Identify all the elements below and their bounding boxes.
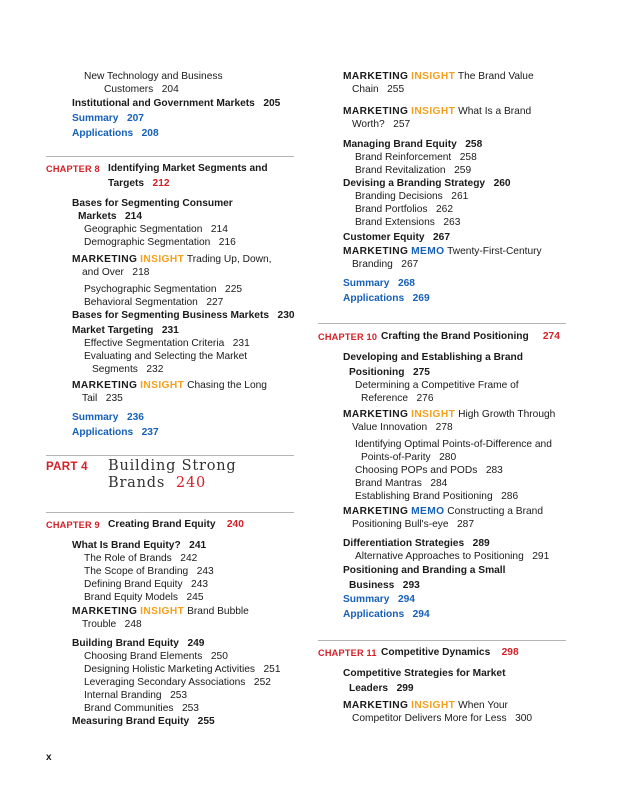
chapter-page: 274: [542, 331, 560, 342]
marketing-insight-box[interactable]: MARKETING INSIGHT Trading Up, Down, and Over 218: [72, 254, 272, 278]
chapter-title: Identifying Market Segments and: [108, 163, 268, 174]
chapter-page: 240: [226, 519, 244, 530]
chapter-label: CHAPTER 11: [318, 648, 377, 658]
toc-entry[interactable]: Evaluating and Selecting the Market: [84, 351, 248, 362]
insight-label: INSIGHT: [140, 380, 185, 391]
chapter-heading[interactable]: [318, 646, 566, 661]
chapter-heading[interactable]: [318, 330, 566, 345]
marketing-label: MARKETING: [72, 606, 138, 617]
toc-entry[interactable]: Psychographic Segmentation 225: [84, 284, 243, 295]
toc-entry[interactable]: Brand Reinforcement 258: [355, 152, 477, 163]
marketing-insight-box[interactable]: MARKETING INSIGHT Brand Bubble Trouble 248: [72, 606, 249, 630]
chapter-title: Crafting the Brand Positioning: [381, 331, 529, 342]
toc-entry[interactable]: Building Brand Equity 249: [72, 638, 205, 649]
toc-entry[interactable]: Business 293: [349, 580, 420, 591]
toc-entry[interactable]: Effective Segmentation Criteria 231: [84, 338, 250, 349]
page-number: x: [46, 752, 52, 763]
insight-label: INSIGHT: [140, 254, 185, 265]
marketing-insight-box[interactable]: MARKETING INSIGHT When Your Competitor Delivers More for Less 300: [343, 700, 533, 724]
toc-chapter9-cont-entries: [318, 138, 566, 244]
toc-entry[interactable]: Brand Communities 253: [84, 703, 199, 714]
toc-entry[interactable]: Bases for Segmenting Consumer: [72, 198, 233, 209]
toc-entry[interactable]: Brand Portfolios 262: [355, 204, 453, 215]
part-page: 240: [175, 475, 206, 491]
insight-label: INSIGHT: [411, 700, 456, 711]
chapter-title: Creating Brand Equity: [108, 519, 216, 530]
toc-entry[interactable]: Leveraging Secondary Associations 252: [84, 677, 271, 688]
divider: [318, 323, 566, 324]
toc-entry[interactable]: Choosing Brand Elements 250: [84, 651, 228, 662]
toc-entry[interactable]: New Technology and Business: [84, 71, 223, 82]
chapter-label: CHAPTER 10: [318, 332, 378, 342]
insight-label: INSIGHT: [411, 71, 456, 82]
toc-entry[interactable]: Developing and Establishing a Brand: [343, 352, 524, 363]
marketing-label: MARKETING: [72, 380, 138, 391]
divider: [46, 455, 294, 456]
toc-entry[interactable]: Differentiation Strategies 289: [343, 538, 490, 549]
chapter-heading[interactable]: [46, 518, 294, 533]
toc-entry[interactable]: Devising a Branding Strategy 260: [343, 178, 511, 189]
toc-entry[interactable]: Choosing POPs and PODs 283: [355, 465, 503, 476]
toc-entry[interactable]: Brand Revitalization 259: [355, 165, 472, 176]
memo-label: MEMO: [411, 506, 445, 517]
toc-entry[interactable]: Market Targeting 231: [72, 325, 179, 336]
toc-chapter9-entries: [46, 539, 294, 604]
divider: [46, 512, 294, 513]
marketing-insight-box[interactable]: MARKETING INSIGHT High Growth Through Value Innovation 278: [343, 409, 556, 433]
marketing-label: MARKETING: [343, 246, 409, 257]
toc-applications[interactable]: Applications 269: [343, 293, 430, 304]
toc-summary[interactable]: Summary 268: [343, 278, 415, 289]
toc-entry[interactable]: What Is Brand Equity? 241: [72, 540, 207, 551]
part-title: Brands: [108, 475, 166, 491]
chapter-label: CHAPTER 8: [46, 164, 100, 174]
marketing-insight-box[interactable]: MARKETING INSIGHT What Is a Brand Worth? 257: [343, 106, 532, 130]
toc-entry[interactable]: Institutional and Government Markets 205: [72, 98, 281, 109]
toc-entry[interactable]: Brand Mantras 284: [355, 478, 448, 489]
toc-entry[interactable]: Customer Equity 267: [343, 232, 451, 243]
marketing-label: MARKETING: [343, 71, 409, 82]
divider: [318, 640, 566, 641]
toc-entry[interactable]: Alternative Approaches to Positioning 291: [355, 551, 550, 562]
toc-chapter11-entries: [318, 667, 566, 695]
insight-label: INSIGHT: [411, 409, 456, 420]
toc-chapter10-entries-3: [318, 537, 566, 621]
part-label: PART 4: [46, 461, 88, 473]
marketing-label: MARKETING: [343, 700, 409, 711]
toc-chapter8-entries: [46, 197, 294, 249]
marketing-memo-box[interactable]: MARKETING MEMO Twenty-First-Century Branding 267: [343, 246, 542, 270]
chapter-label: CHAPTER 9: [46, 520, 100, 530]
marketing-label: MARKETING: [343, 106, 409, 117]
toc-entry[interactable]: The Role of Brands 242: [84, 553, 198, 564]
toc-entry[interactable]: Leaders 299: [349, 683, 414, 694]
toc-entry[interactable]: Determining a Competitive Frame of: [355, 380, 519, 391]
toc-entry[interactable]: Positioning 275: [349, 367, 430, 378]
toc-chapter10-entries-2: [318, 438, 566, 503]
toc-chapter10-entries: [318, 351, 566, 405]
toc-applications[interactable]: Applications 208: [72, 128, 159, 139]
part-heading[interactable]: [46, 458, 294, 494]
marketing-insight-box[interactable]: MARKETING INSIGHT Chasing the Long Tail 235: [72, 380, 267, 404]
toc-entry[interactable]: The Scope of Branding 243: [84, 566, 214, 577]
toc-entry[interactable]: Behavioral Segmentation 227: [84, 297, 224, 308]
toc-entry[interactable]: Competitive Strategies for Market: [343, 668, 506, 679]
toc-entry[interactable]: Bases for Segmenting Business Markets 230: [72, 310, 295, 321]
toc-summary[interactable]: Summary 294: [343, 594, 415, 605]
marketing-memo-box[interactable]: MARKETING MEMO Constructing a Brand Positioning Bull's-eye 287: [343, 506, 543, 530]
chapter-title: Competitive Dynamics: [381, 647, 491, 658]
marketing-label: MARKETING: [343, 506, 409, 517]
marketing-label: MARKETING: [72, 254, 138, 265]
toc-entry[interactable]: Geographic Segmentation 214: [84, 224, 228, 235]
toc-chapter8-entries-2: [46, 283, 294, 376]
divider: [46, 156, 294, 157]
toc-summary[interactable]: Summary 207: [72, 113, 144, 124]
toc-entry[interactable]: Brand Extensions 263: [355, 217, 461, 228]
toc-entry[interactable]: Brand Equity Models 245: [84, 592, 204, 603]
toc-applications[interactable]: Applications 294: [343, 609, 430, 620]
marketing-insight-box[interactable]: MARKETING INSIGHT The Brand Value Chain 255: [343, 71, 534, 95]
toc-entry[interactable]: Points-of-Parity 280: [361, 452, 457, 463]
toc-summary[interactable]: Summary 236: [72, 412, 144, 423]
toc-top-entries: [46, 70, 294, 140]
chapter-page: 212: [152, 178, 170, 189]
marketing-label: MARKETING: [343, 409, 409, 420]
toc-entry[interactable]: Establishing Brand Positioning 286: [355, 491, 519, 502]
toc-entry[interactable]: Managing Brand Equity 258: [343, 139, 483, 150]
insight-label: INSIGHT: [140, 606, 185, 617]
toc-entry[interactable]: Positioning and Branding a Small: [343, 565, 506, 576]
toc-entry[interactable]: Reference 276: [361, 393, 434, 404]
toc-entry[interactable]: Customers 204: [104, 84, 179, 95]
toc-entry[interactable]: Markets 214: [78, 211, 143, 222]
toc-applications[interactable]: Applications 237: [72, 427, 159, 438]
memo-label: MEMO: [411, 246, 445, 257]
toc-entry[interactable]: Branding Decisions 261: [355, 191, 469, 202]
toc-entry[interactable]: Internal Branding 253: [84, 690, 188, 701]
insight-label: INSIGHT: [411, 106, 456, 117]
toc-chapter9-entries-2: [46, 637, 294, 728]
toc-entry[interactable]: Demographic Segmentation 216: [84, 237, 236, 248]
toc-chapter8-end: [46, 411, 294, 439]
part-title: Building Strong: [108, 458, 237, 474]
toc-entry[interactable]: Segments 232: [92, 364, 164, 375]
toc-chapter9-end: [318, 277, 566, 305]
toc-entry[interactable]: Designing Holistic Marketing Activities 251: [84, 664, 281, 675]
toc-entry[interactable]: Identifying Optimal Points-of-Difference and: [355, 439, 552, 450]
chapter-page: 298: [501, 647, 519, 658]
chapter-heading[interactable]: [46, 162, 294, 191]
toc-entry[interactable]: Defining Brand Equity 243: [84, 579, 209, 590]
toc-entry[interactable]: Measuring Brand Equity 255: [72, 716, 215, 727]
chapter-title: Targets: [108, 178, 145, 189]
